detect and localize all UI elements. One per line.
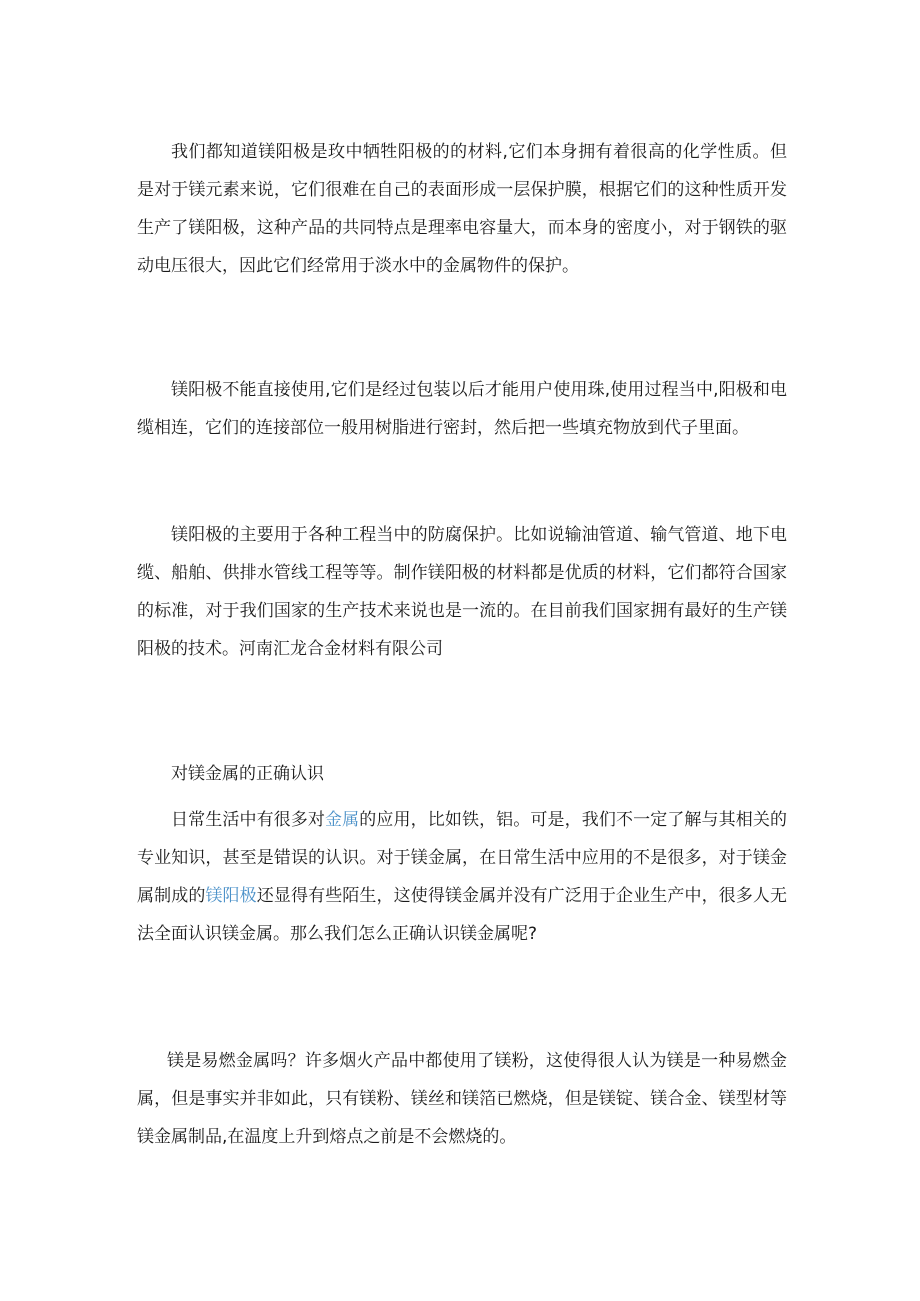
paragraph-magnesium-knowledge bbox=[137, 801, 787, 953]
paragraph-magnesium-anode-applications: 镁阳极的主要用于各种工程当中的防腐保护。比如说输油管道、输气管道、地下电缆、船舶、供排水管线工程等等。制作镁阳极的材料都是优质的材料，它们都符合国家的标准，对于我们国家的生产技术来说也是一流的。在目前我们国家拥有最好的生产镁阳极的技术。河南汇龙合金材料有限公司 bbox=[137, 525, 787, 659]
magnesium-anode-link[interactable]: 镁阳极 bbox=[205, 886, 257, 906]
paragraph-magnesium-anode-intro: 我们都知道镁阳极是玫中牺牲阳极的的材料,它们本身拥有着很高的化学性质。但是对于镁元素来说，它们很难在自己的表面形成一层保护膜，根据它们的这种性质开发生产了镁阳极，这种产品的共同特点是理率电容量大，而本身的密度小，对于钢铁的驱动电压很大，因此它们经常用于淡水中的金属物件的保护。 bbox=[137, 142, 787, 276]
text-span: 日常生活中有很多对 bbox=[171, 810, 326, 830]
paragraph-magnesium-anode-usage: 镁阳极不能直接使用,它们是经过包装以后才能用户使用珠,使用过程当中,阳极和电缆相连，它们的连接部位一般用树脂进行密封，然后把一些填充物放到代子里面。 bbox=[137, 380, 787, 438]
paragraph-magnesium-flammability: 镁是易燃金属吗？许多烟火产品中都使用了镁粉，这使得很人认为镁是一种易燃金属，但是事实并非如此，只有镁粉、镁丝和镁箔已燃烧，但是镁锭、镁合金、镁型材等镁金属制品,在温度上升到熔点之前是不会燃烧的。 bbox=[137, 1051, 787, 1147]
text-span: 还显得有些陌生，这使得镁金属并没有广泛用于企业生产中，很多人无法全面认识镁金属。那么我们怎么正确认识镁金属呢? bbox=[137, 886, 788, 944]
text-span: 的应用，比如铁，铝。可是，我们不一定了解与其相关的专业知识，甚至是错误的认识。对于镁金属，在日常生活中应用的不是很多，对于镁金属制成的 bbox=[137, 810, 788, 906]
metal-link[interactable]: 金属 bbox=[325, 810, 360, 830]
section-heading: 对镁金属的正确认识 bbox=[171, 764, 324, 784]
